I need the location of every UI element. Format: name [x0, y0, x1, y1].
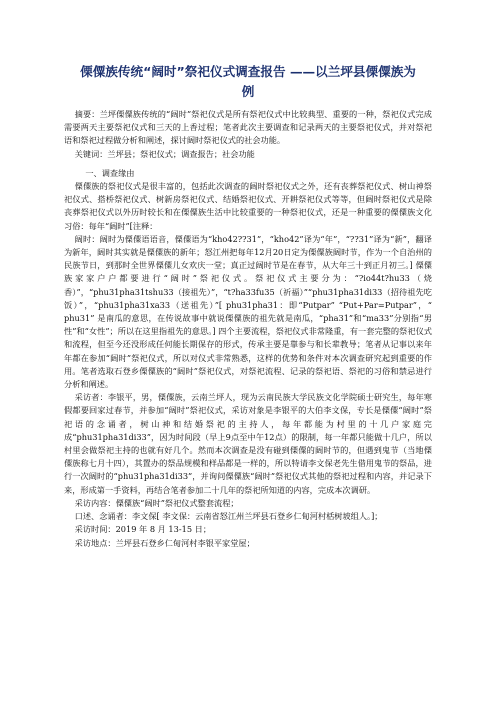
abstract: 摘要：兰坪傈僳族传统的“阔时”祭祀仪式是所有祭祀仪式中比较典型、重要的一种，祭祀仪式完成需要两天主要祭祀仪式和三天的上香过程；笔者此次主要调查和记录两天的主要祭祀仪式，并对祭祀语和祭祀过程做分析和阐述，探讨阔时祭祀仪式的社会功能。: [64, 109, 432, 146]
body-paragraph-1: 傈僳族的祭祀仪式是很丰富的，包括此次调查的阔时祭祀仪式之外，还有丧葬祭祀仪式、树山神祭祀仪式、搭桥祭祀仪式、树新房祭祀仪式、结婚祭祀仪式、开耕祭祀仪式等等，但阔时祭祀仪式是除丧葬祭祀仪式以外历时较长和在傈僳族生活中比较重要的一种祭祀仪式，还是一种重要的傈僳族文化习俗：每年“阔时”[注释：: [64, 181, 432, 231]
interview-place: 采访地点：兰坪县石登乡仁甸河村李银平家堂屋；: [74, 537, 255, 548]
interview-time: 采访时间：2019 年 8 月 13-15 日；: [74, 524, 212, 535]
section-heading: 一、调查缘由: [85, 167, 135, 178]
interview-topic: 采访内容：傈僳族“阔时”祭祀仪式整套流程；: [74, 497, 239, 508]
interview-narrator: 口述、念诵者：李文保[ 李文保：云南省怒江州兰坪县石登乡仁甸河村栝树坡组人。]；: [74, 511, 383, 522]
title-line-1: 傈僳族传统“阔时”祭祀仪式调查报告 ——以兰坪县傈僳族为: [80, 64, 416, 79]
body-paragraph-2: 阔时：阔时为傈僳语语音，傈僳语为“kho42??31”，“kho42”译为“年”，“??31”译为“新”，翻译为新年，阔时其实就是傈僳族的新年；怒江州把每年12月20日定为傈僳族阔时节，作为一个自治州的民族节日，到那时全世界傈僳儿女欢庆一堂；真正过阔时节是在春节，从大年三十到正月初三。] 傈僳族家家户户都要进行“阔时”祭祀仪式。祭祀仪式主要分为：“?io44t?hu33（烧香）”，“phu31pha31tshu33（接祖先）”，“t?ha33fu35（祈福）”“phu31pha31di33（招待祖先吃饭）”，“phu31pha31xa33（送祖先）”[ phu31pha31：即“Putpar” “Put+Par=Putpar”，“ phu31” 是南瓜的意思，在传说故事中就说傈僳族的祖先就是南瓜，“pha31”和“ma33”分别指“男性”和“女性”；所以在这里指祖先的意思。] 四个主要流程，祭祀仪式非常隆重，有一套完整的祭祀仪式和流程，但至今还没形成任何能长期保存的形式，传承主要是靠参与和长辈教导；笔者从记事以来年年都在参加“阔时”祭祀仪式，所以对仪式非常熟悉，这样的优势和条件对本次调查研究起到重要的作用。笔者选取石登乡傈僳族的“阔时”祭祀仪式，对祭祀流程、记录的祭祀语、祭祀的习俗和禁忌进行分析和阐述。: [64, 233, 432, 390]
keywords: 关键词：兰坪县；祭祀仪式；调查报告；社会功能: [74, 148, 255, 159]
paper-title: [64, 62, 432, 102]
body-paragraph-3: 采访者：李银平，男，傈僳族，云南兰坪人，现为云南民族大学民族文化学院硕士研究生，每年寒假都要回家过春节，并参加“阔时”祭祀仪式，采访对象是李银平的大伯李文保，专长是傈僳“阔时”祭祀语的念诵者，树山神和结婚祭祀的主持人，每年都能为村里的十几户家庭完成“phu31pha31di33”，因为时间段（早上9点至中午12点）的限制，每一年都只能做十几户，所以村里会做祭祀主持的也就有好几个。然而本次调查是没有碰到傈僳的阔时节的，但遇到鬼节（当地傈僳族称七月十四），其置办的祭品规模和样品都是一样的，所以特请李文保老先生借用鬼节的祭品，进行一次阔时的“phu31pha31di33”，并询问傈僳族“阔时”祭祀仪式其他的祭祀过程和内容，并记录下来，形成第一手资料，再结合笔者参加二十几年的祭祀所知道的内容，完成本次调研。: [64, 392, 432, 495]
title-line-2: 例: [241, 84, 255, 99]
